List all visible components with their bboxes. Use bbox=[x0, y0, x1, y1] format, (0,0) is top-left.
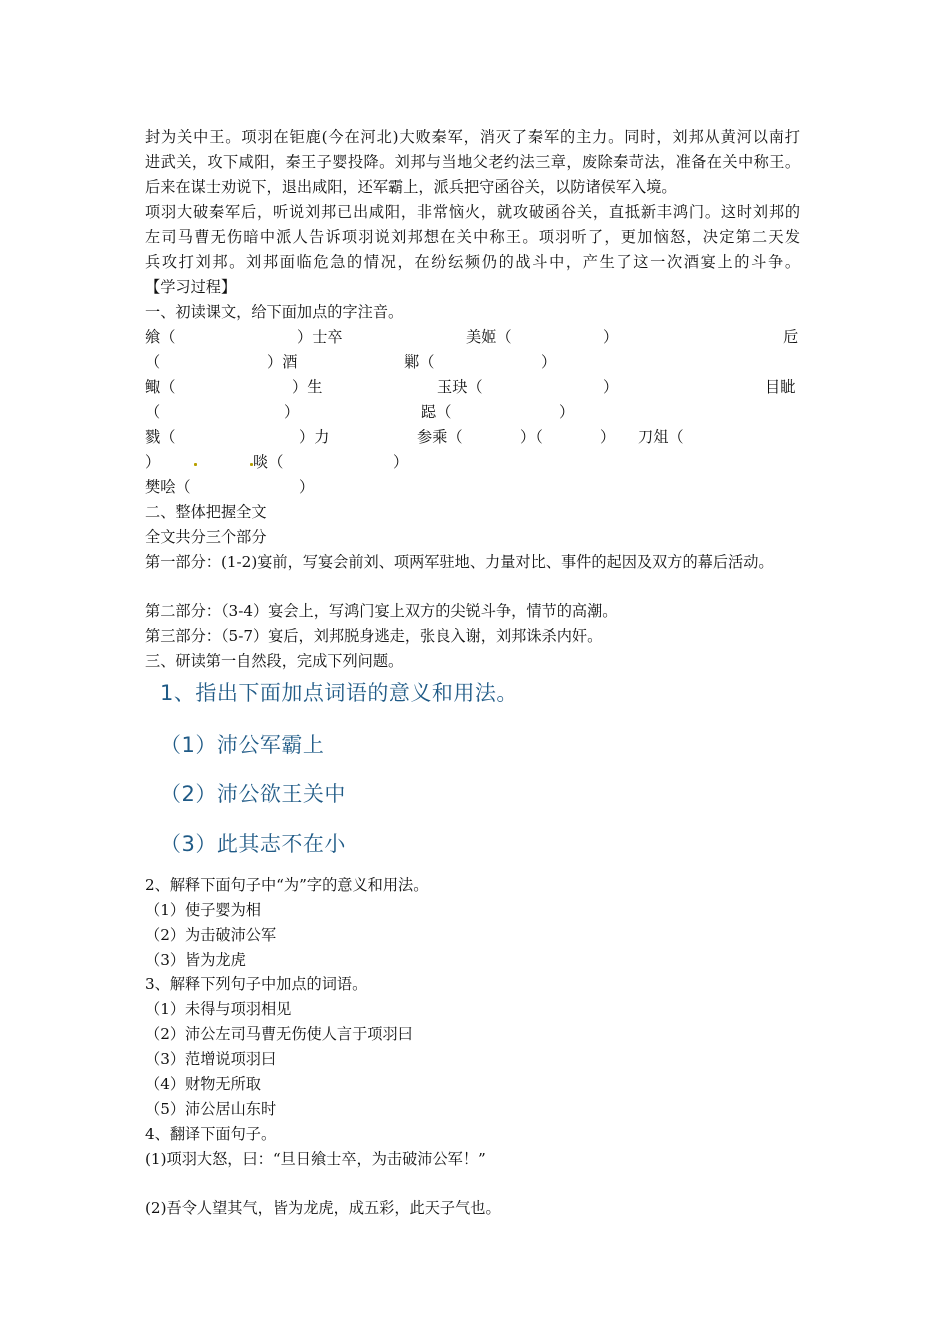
pinyin-cell: ）酒 bbox=[267, 353, 298, 371]
question-item: （3）皆为龙虎 bbox=[145, 951, 246, 969]
part-text: 第一部分：(1-2)宴前，写宴会前刘、项两军驻地、力量对比、事件的起因及双方的幕后活动。 bbox=[145, 553, 774, 571]
pinyin-cell: ）生 bbox=[292, 378, 323, 396]
pinyin-cell: 卮 bbox=[783, 328, 799, 346]
slide-question-item: （2）沛公欲王关中 bbox=[160, 782, 346, 806]
pinyin-cell: ）力 bbox=[299, 428, 330, 446]
question-item: （3）范增说项羽曰 bbox=[145, 1050, 277, 1068]
section-title: 二、整体把握全文 bbox=[145, 503, 267, 521]
section-title: 三、研读第一自然段，完成下列问题。 bbox=[145, 652, 404, 670]
pinyin-cell: 刀俎（ bbox=[638, 428, 684, 446]
pinyin-cell: 樊哙（ bbox=[145, 478, 191, 496]
pinyin-cell: （ bbox=[145, 403, 161, 421]
pinyin-cell: 戮（ bbox=[145, 428, 176, 446]
part-text: 第二部分：（3-4）宴会上，写鸿门宴上双方的尖锐斗争，情节的高潮。 bbox=[145, 602, 618, 620]
part-text: 第三部分：（5-7）宴后，刘邦脱身逃走，张良入谢，刘邦诛杀内奸。 bbox=[145, 627, 603, 645]
intro-line: 后来在谋士劝说下，退出咸阳，还军霸上，派兵把守函谷关，以防诸侯军入境。 bbox=[145, 178, 677, 196]
pinyin-cell: 参乘（ bbox=[417, 428, 463, 446]
pinyin-cell: ）士卒 bbox=[297, 328, 343, 346]
section-title: 一、初读课文，给下面加点的字注音。 bbox=[145, 303, 404, 321]
pinyin-cell: 跽（ bbox=[421, 403, 452, 421]
pinyin-cell: 鄛（ bbox=[404, 353, 435, 371]
pinyin-cell: （ bbox=[145, 353, 161, 371]
question-title: 4、翻译下面句子。 bbox=[145, 1125, 277, 1143]
question-item: （1）使子婴为相 bbox=[145, 901, 261, 919]
question-item: （1）未得与项羽相见 bbox=[145, 1000, 292, 1018]
pinyin-cell: ） bbox=[284, 403, 300, 421]
emphasis-dot bbox=[194, 463, 197, 466]
intro-line: 兵攻打刘邦。刘邦面临危急的情况，在纷纭频仍的战斗中，产生了这一次酒宴上的斗争。 bbox=[145, 253, 800, 271]
pinyin-cell: 啖（ bbox=[253, 453, 284, 471]
pinyin-cell: ） bbox=[603, 328, 619, 346]
question-item: （5）沛公居山东时 bbox=[145, 1100, 277, 1118]
intro-line: 项羽大破秦军后，听说刘邦已出咸阳，非常恼火，就攻破函谷关，直抵新丰鸿门。这时刘邦的 bbox=[145, 203, 800, 221]
pinyin-cell: ） bbox=[393, 453, 409, 471]
question-item: （4）财物无所取 bbox=[145, 1075, 261, 1093]
intro-line: 封为关中王。项羽在钜鹿(今在河北)大败秦军，消灭了秦军的主力。同时，刘邦从黄河以南打 bbox=[145, 128, 800, 146]
slide-question-title: 1、指出下面加点词语的意义和用法。 bbox=[160, 681, 518, 705]
slide-question-item: （1）沛公军霸上 bbox=[160, 733, 325, 757]
pinyin-row bbox=[145, 327, 175, 347]
pinyin-cell: 目眦 bbox=[765, 378, 796, 396]
pinyin-cell: ） bbox=[603, 378, 619, 396]
question-item: (2)吾令人望其气，皆为龙虎，成五彩，此天子气也。 bbox=[145, 1199, 501, 1217]
intro-line: 进武关，攻下咸阳，秦王子婴投降。刘邦与当地父老约法三章，废除秦苛法，准备在关中称王。 bbox=[145, 153, 800, 171]
pinyin-cell: 鲰（ bbox=[145, 378, 176, 396]
pinyin-cell: 飨（ bbox=[145, 328, 176, 346]
pinyin-cell: 玉玦（ bbox=[437, 378, 483, 396]
pinyin-cell: ） bbox=[559, 403, 575, 421]
pinyin-cell: ） bbox=[541, 353, 557, 371]
pinyin-cell: 美姬（ bbox=[466, 328, 512, 346]
question-item: （2）为击破沛公军 bbox=[145, 926, 277, 944]
pinyin-cell: ） bbox=[600, 428, 616, 446]
question-item: （2）沛公左司马曹无伤使人言于项羽曰 bbox=[145, 1025, 413, 1043]
question-item: (1)项羽大怒，曰：“旦日飨士卒，为击破沛公军！” bbox=[145, 1150, 486, 1168]
question-title: 3、解释下列句子中加点的词语。 bbox=[145, 975, 368, 993]
pinyin-cell: ） bbox=[299, 478, 315, 496]
question-title: 2、解释下面句子中“为”字的意义和用法。 bbox=[145, 876, 429, 894]
slide-question-item: （3）此其志不在小 bbox=[160, 832, 346, 856]
process-heading: 【学习过程】 bbox=[145, 278, 237, 296]
pinyin-cell: ）（ bbox=[520, 428, 543, 446]
summary-text: 全文共分三个部分 bbox=[145, 528, 267, 546]
pinyin-cell: ） bbox=[145, 453, 161, 471]
intro-line: 左司马曹无伤暗中派人告诉项羽说刘邦想在关中称王。项羽听了，更加恼怒，决定第二天发 bbox=[145, 228, 800, 246]
